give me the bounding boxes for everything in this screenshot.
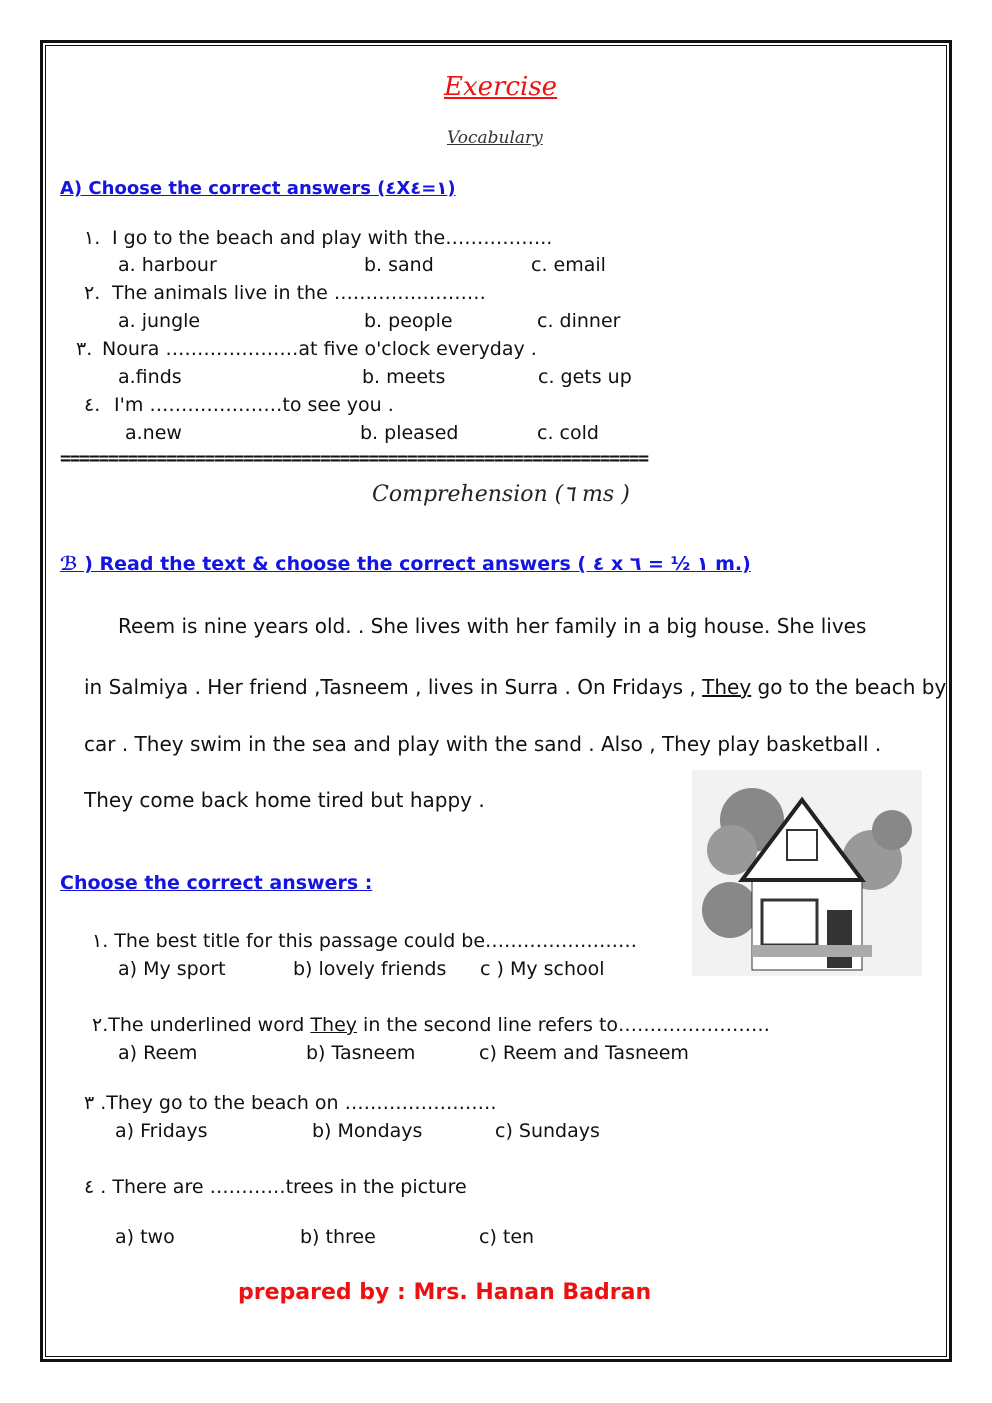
paragraph-line-3: car . They swim in the sea and play with the sand . Also , They play basketball . xyxy=(84,732,882,756)
b-q3-option-c: c) Sundays xyxy=(495,1120,600,1142)
b-q1-text: ١. The best title for this passage could be…………………… xyxy=(92,930,638,952)
section-subtitle: Vocabulary xyxy=(447,128,543,148)
q4-text: I'm …………………to see you . xyxy=(114,394,394,416)
b-q3-text: ٣ .They go to the beach on …………………… xyxy=(84,1092,497,1114)
paragraph-line-1: Reem is nine years old. . She lives with her family in a big house. She lives xyxy=(118,614,867,638)
q1-option-b: b. sand xyxy=(364,254,434,276)
paragraph-text: in Salmiya . Her friend ,Tasneem , lives in Surra . On Fridays , xyxy=(84,675,703,699)
q2-option-b: b. people xyxy=(364,310,453,332)
underlined-word: They xyxy=(702,675,752,699)
b-q4-option-a: a) two xyxy=(115,1226,175,1248)
separator-line: ============================================================= xyxy=(60,448,648,469)
q1-text: I go to the beach and play with the…………….. xyxy=(112,227,553,249)
house-picture xyxy=(692,770,922,976)
b-q3-option-b: b) Mondays xyxy=(312,1120,423,1142)
q3-text: Noura …………………at five o'clock everyday . xyxy=(102,338,537,360)
author-credit: prepared by : Mrs. Hanan Badran xyxy=(238,1280,652,1305)
question-text: ٢.The underlined word xyxy=(92,1014,311,1036)
q4-option-a: a.new xyxy=(125,422,182,444)
section-b-heading: ℬ ) Read the text & choose the correct answers ( ٤ x ١ ½ = ٦ m.) xyxy=(60,553,751,575)
paragraph-line-4: They come back home tired but happy . xyxy=(84,788,485,812)
q2-num: ٢. xyxy=(84,282,101,304)
q3-option-b: b. meets xyxy=(362,366,446,388)
b-q4-text: ٤ . There are …………trees in the picture xyxy=(84,1176,467,1198)
page-title: Exercise xyxy=(444,72,558,102)
choose-heading: Choose the correct answers : xyxy=(60,872,373,894)
q1-num: ١. xyxy=(84,227,101,249)
b-q4-option-b: b) three xyxy=(300,1226,376,1248)
underlined-word: They xyxy=(310,1014,358,1036)
b-q4-option-c: c) ten xyxy=(479,1226,535,1248)
section-a-heading: A) Choose the correct answers (٤X١=٤) xyxy=(60,178,456,199)
b-q1-option-c: c ) My school xyxy=(480,958,605,980)
b-q2-option-a: a) Reem xyxy=(118,1042,198,1064)
q3-option-a: a.finds xyxy=(118,366,182,388)
comprehension-heading: Comprehension (٦ ms ) xyxy=(372,482,630,507)
q2-text: The animals live in the …………………… xyxy=(112,282,486,304)
b-q3-option-a: a) Fridays xyxy=(115,1120,208,1142)
q3-option-c: c. gets up xyxy=(538,366,632,388)
b-q2-text xyxy=(92,1014,770,1036)
q2-option-a: a. jungle xyxy=(118,310,201,332)
q4-option-c: c. cold xyxy=(537,422,599,444)
q3-num: ٣. xyxy=(76,338,93,360)
question-text: in the second line refers to…………………… xyxy=(357,1014,771,1036)
q1-option-a: a. harbour xyxy=(118,254,217,276)
b-q2-option-b: b) Tasneem xyxy=(306,1042,416,1064)
b-q1-option-a: a) My sport xyxy=(118,958,226,980)
b-q2-option-c: c) Reem and Tasneem xyxy=(479,1042,689,1064)
q4-num: ٤. xyxy=(84,394,101,416)
q4-option-b: b. pleased xyxy=(360,422,459,444)
b-q1-option-b: b) lovely friends xyxy=(293,958,447,980)
paragraph-text: go to the beach by xyxy=(751,675,947,699)
paragraph-line-2 xyxy=(84,675,946,699)
q1-option-c: c. email xyxy=(531,254,606,276)
q2-option-c: c. dinner xyxy=(537,310,621,332)
